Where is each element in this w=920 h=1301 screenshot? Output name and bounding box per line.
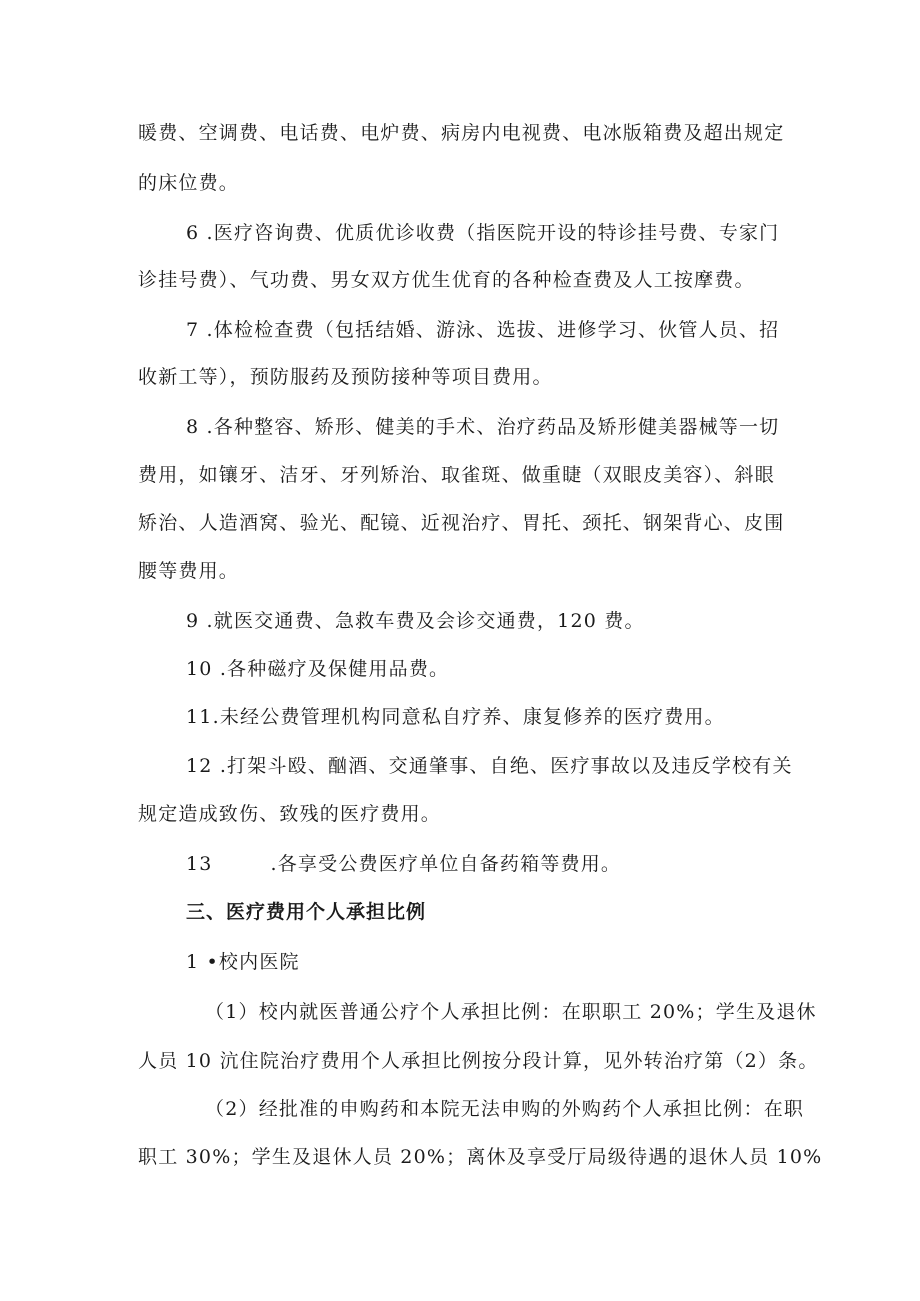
list-item-7-line-1: 7 .体检检查费（包括结婚、游泳、选拔、进修学习、伙管人员、招	[186, 319, 780, 341]
list-item-9: 9 .就医交通费、急救车费及会诊交通费，120 费。	[186, 610, 645, 632]
list-item-12-line-2: 规定造成致伤、致残的医疗费用。	[138, 803, 442, 825]
list-item-11: 11.未经公费管理机构同意私自疗养、康复修养的医疗费用。	[186, 706, 725, 728]
list-item-12-line-1: 12 .打架斗殴、酗酒、交通肇事、自绝、医疗事故以及违反学校有关	[186, 755, 793, 777]
clause-1-line-2: 人员 10 沆住院治疗费用个人承担比例按分段计算，见外转治疗第（2）条。	[138, 1050, 819, 1072]
section-heading: 三、医疗费用个人承担比例	[186, 901, 427, 923]
list-item-8-line-1: 8 .各种整容、矫形、健美的手术、治疗药品及矫形健美器械等一切	[186, 416, 780, 438]
list-item-8-line-4: 腰等费用。	[138, 560, 240, 582]
list-item-10: 10 .各种磁疗及保健用品费。	[186, 658, 450, 680]
subsection-heading: 1 •校内医院	[186, 951, 300, 973]
clause-2-line-2: 职工 30%；学生及退休人员 20%；离休及享受厅局级待遇的退休人员 10%	[138, 1146, 823, 1168]
clause-2-line-1: （2）经批准的申购药和本院无法申购的外购药个人承担比例：在职	[205, 1098, 805, 1120]
list-item-7-line-2: 收新工等），预防服药及预防接种等项目费用。	[138, 366, 553, 388]
list-item-13: 13 .各享受公费医疗单位自备药箱等费用。	[186, 853, 622, 875]
list-item-6-line-1: 6 .医疗咨询费、优质优诊收费（指医院开设的特诊挂号费、专家门	[186, 222, 780, 244]
list-item-8-line-2: 费用，如镶牙、洁牙、牙列矫治、取雀斑、做重睫（双眼皮美容）、斜眼	[138, 464, 775, 486]
clause-1-line-1: （1）校内就医普通公疗个人承担比例：在职职工 20%；学生及退休	[205, 1001, 817, 1023]
list-item-8-line-3: 矫治、人造酒窝、验光、配镜、近视治疗、胃托、颈托、钢架背心、皮围	[138, 512, 785, 534]
list-item-6-line-2: 诊挂号费）、气功费、男女双方优生优育的各种检查费及人工按摩费。	[138, 269, 755, 291]
paragraph-line: 暖费、空调费、电话费、电炉费、病房内电视费、电冰版箱费及超出规定	[138, 122, 785, 144]
paragraph-line: 的床位费。	[138, 172, 240, 194]
